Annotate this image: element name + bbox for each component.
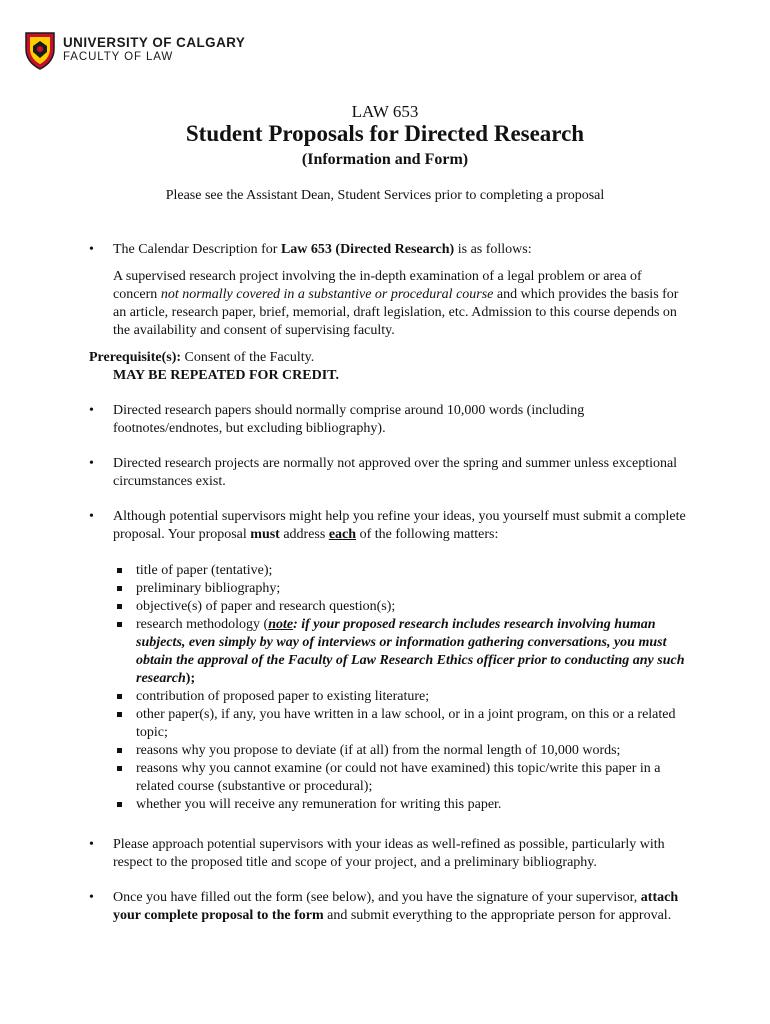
list-item: contribution of proposed paper to existing literature; <box>136 688 689 706</box>
course-name: Law 653 (Directed Research) <box>280 242 455 257</box>
prerequisites: Prerequisite(s): Consent of the Faculty. <box>89 350 315 365</box>
list-item: reasons why you cannot examine (or could not have examined) this topic/write this paper in a related course (substantive or procedural); <box>136 760 689 796</box>
university-crest-icon <box>24 30 56 70</box>
list-item: other paper(s), if any, you have written in a law school, or in a joint program, on this or a related topic; <box>136 706 689 742</box>
list-item: reasons why you propose to deviate (if at all) from the normal length of 10,000 words; <box>136 742 689 760</box>
bullet-calendar-description: • The Calendar Description for Law 653 (Directed Research) is as follows: <box>89 241 689 259</box>
page-subtitle: (Information and Form) <box>301 151 469 168</box>
list-item: objective(s) of paper and research question(s); <box>136 598 689 616</box>
list-item: title of paper (tentative); <box>136 562 689 580</box>
bullet-approach-supervisors: • Please approach potential supervisors with your ideas as well-refined as possible, particularly with respect to the proposed title and scope of your project, and a preliminary bibliography. <box>89 836 689 872</box>
repeat-credit: MAY BE REPEATED FOR CREDIT. <box>113 368 339 383</box>
faculty-name: FACULTY OF LAW <box>63 51 174 64</box>
university-name: UNIVERSITY OF CALGARY <box>63 35 246 51</box>
university-logo <box>24 30 245 70</box>
bullet-complete-proposal: • Although potential supervisors might help you refine your ideas, you yourself must submit a complete proposal. Your proposal must address each of the following matters: <box>89 508 689 544</box>
calendar-description: A supervised research project involving the in-depth examination of a legal problem or area of concern not normally covered in a substantive or procedural course and which provides the basis for an article, research paper, brief, memorial, draft legislation, etc. Admission to this course depends on the availability and consent of supervising faculty. <box>113 269 679 338</box>
course-code: LAW 653 <box>351 102 419 121</box>
bullet-submit-form: • Once you have filled out the form (see below), and you have the signature of your supervisor, attach your complete proposal to the form and submit everything to the appropriate person for approval. <box>89 889 689 925</box>
page-title: Student Proposals for Directed Research <box>185 121 585 146</box>
bullet-paper-length: • Directed research papers should normally comprise around 10,000 words (including footnotes/endnotes, but excluding bibliography). <box>89 402 689 438</box>
bullet-spring-summer: • Directed research projects are normally not approved over the spring and summer unless exceptional circumstances exist. <box>89 455 689 491</box>
document-body <box>89 241 689 925</box>
prereq-label: Prerequisite(s): <box>89 350 182 365</box>
list-item: preliminary bibliography; <box>136 580 689 598</box>
list-item: whether you will receive any remuneration for writing this paper. <box>136 796 689 814</box>
list-item: research methodology (note: if your proposed research includes research involving human subjects, even simply by way of interviews or information gathering conversations, you must obtain the approval of the Faculty of Law Research Ethics officer prior to conducting any such research); <box>136 616 689 688</box>
intro-note: Please see the Assistant Dean, Student Services prior to completing a proposal <box>165 188 605 203</box>
proposal-matters-list <box>89 562 689 814</box>
